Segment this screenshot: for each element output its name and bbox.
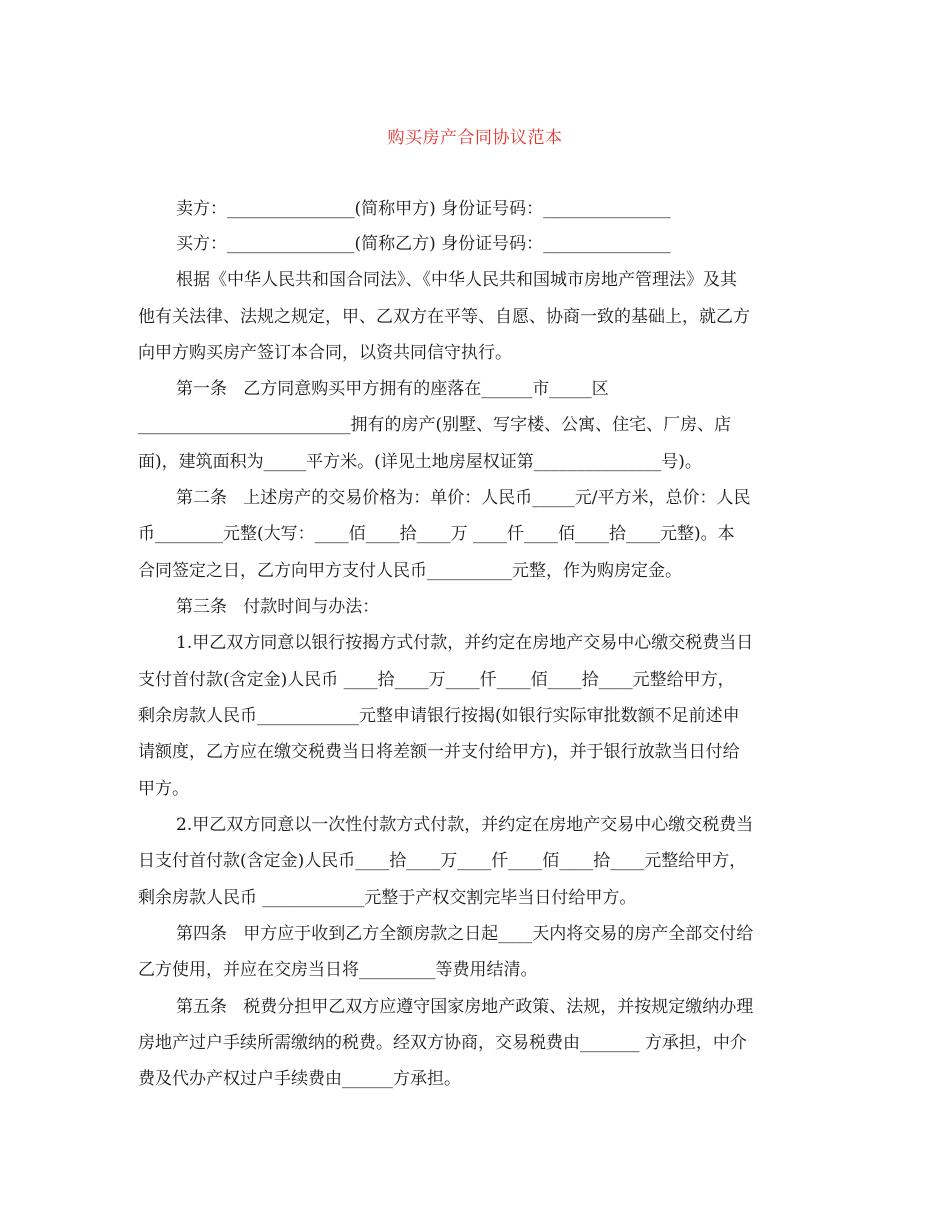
article-3-heading: 第三条 付款时间与办法： [176, 597, 380, 617]
article-1-line: 第一条 乙方同意购买甲方拥有的座落在______市_____区 [176, 379, 609, 399]
buyer-line: 买方：_______________(简称乙方) 身份证号码：_______________ [176, 234, 671, 254]
preamble-line: 向甲方购买房产签订本合同，以资共同信守执行。 [138, 343, 512, 363]
seller-line: 卖方：_______________(简称甲方) 身份证号码：_______________ [176, 199, 671, 219]
article-1-line: _________________________拥有的房产(别墅、写字楼、公寓、住宅、厂房、店 [138, 415, 732, 435]
article-2-line: 币________元整(大写：____佰____拾____万 ____仟____佰____拾____元整)。本 [138, 524, 735, 544]
payment-option-2-line: 2.甲乙双方同意以一次性付款方式付款，并约定在房地产交易中心缴交税费当 [176, 815, 754, 835]
article-2-line: 合同签定之日，乙方向甲方支付人民币__________元整，作为购房定金。 [138, 561, 682, 581]
payment-option-1-line: 1.甲乙双方同意以银行按揭方式付款，并约定在房地产交易中心缴交税费当日 [176, 633, 754, 653]
article-5-line: 第五条 税费分担甲乙双方应遵守国家房地产政策、法规，并按规定缴纳办理 [176, 997, 754, 1017]
article-1-line: 面)，建筑面积为_____平方米。(详见土地房屋权证第_______________号)。 [138, 452, 702, 472]
article-2-line: 第二条 上述房产的交易价格为：单价：人民币_____元/平方米，总价：人民 [176, 488, 751, 508]
payment-option-2-line: 剩余房款人民币 ____________元整于产权交割完毕当日付给甲方。 [138, 888, 637, 908]
article-4-line: 乙方使用，并应在交房当日将_________等费用结清。 [138, 960, 538, 980]
payment-option-2-line: 日支付首付款(含定金)人民币____拾____万____仟____佰____拾____元整给甲方， [138, 851, 747, 871]
article-4-line: 第四条 甲方应于收到乙方全额房款之日起____天内将交易的房产全部交付给 [176, 924, 754, 944]
payment-option-1-line: 甲方。 [138, 779, 189, 799]
payment-option-1-line: 剩余房款人民币____________元整申请银行按揭(如银行实际审批数额不足前述申 [138, 706, 740, 726]
document-title: 购买房产合同协议范本 [387, 128, 563, 148]
preamble-line: 他有关法律、法规之规定，甲、乙双方在平等、自愿、协商一致的基础上，就乙方 [138, 307, 750, 327]
preamble-line: 根据《中华人民共和国合同法》、《中华人民共和国城市房地产管理法》及其 [176, 270, 737, 290]
payment-option-1-line: 支付首付款(含定金)人民币 ____拾____万____仟____佰____拾____元整给甲方， [138, 670, 735, 690]
payment-option-1-line: 请额度，乙方应在缴交税费当日将差额一并支付给甲方)，并于银行放款当日付给 [138, 742, 740, 762]
article-5-line: 房地产过户手续所需缴纳的税费。经双方协商，交易税费由_______ 方承担，中介 [138, 1033, 747, 1053]
article-5-line: 费及代办产权过户手续费由______方承担。 [138, 1069, 461, 1089]
